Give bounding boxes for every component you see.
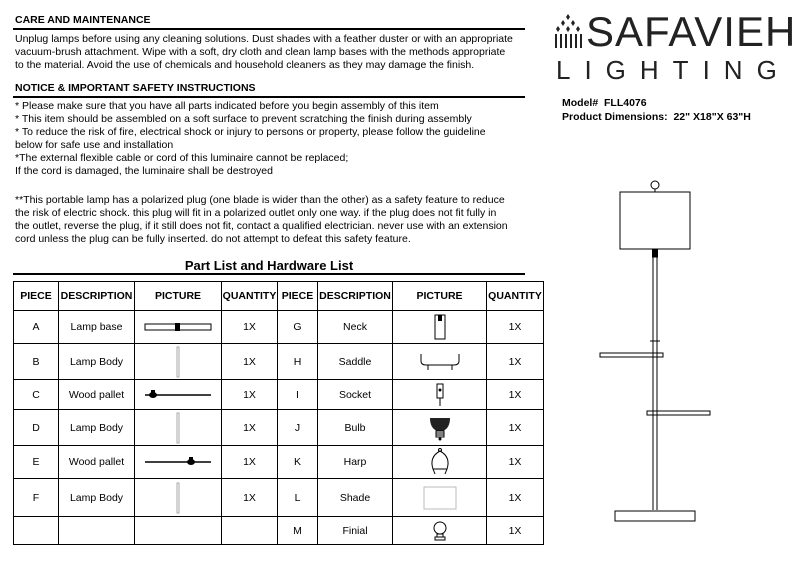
table-header-row (14, 282, 544, 311)
qty-cell: 1X (487, 446, 544, 479)
desc-cell: Saddle (318, 344, 393, 380)
picture-cell (393, 380, 487, 410)
finial-icon (432, 520, 448, 542)
safety-line: * This item should be assembled on a soft surface to prevent scratching the finish during assembly (15, 113, 472, 125)
piece-cell: L (278, 479, 318, 517)
qty-cell: 1X (487, 380, 544, 410)
desc-cell: Harp (318, 446, 393, 479)
safety-line: If the cord is damaged, the luminaire shall be destroyed (15, 165, 273, 177)
brand-name: SAFAVIEH (586, 8, 797, 55)
plug-line: cord unless the plug can be fully inserted. do not attempt to defeat this safety feature. (15, 233, 411, 245)
qty-cell: 1X (487, 479, 544, 517)
safety-text (15, 100, 486, 178)
model-label: Model# (562, 97, 599, 109)
parts-title: Part List and Hardware List (184, 258, 354, 273)
divider (13, 28, 525, 30)
care-line: vacuum-brush attachment. Wipe with a soft, dry cloth and clean lamp bases with the methods appropriate (15, 46, 506, 58)
wood-pallet-icon (143, 456, 213, 468)
care-line: to the material. Avoid the use of chemicals and household cleaners as they may damage the finish. (15, 59, 475, 71)
table-row (14, 344, 544, 380)
desc-cell (59, 517, 135, 545)
qty-cell: 1X (487, 344, 544, 380)
col-header: PIECE (278, 282, 318, 311)
desc-cell: Lamp Body (59, 410, 135, 446)
picture-cell (135, 344, 222, 380)
piece-cell: J (278, 410, 318, 446)
care-text (15, 33, 513, 72)
qty-cell: 1X (222, 410, 278, 446)
col-header: DESCRIPTION (318, 282, 393, 311)
desc-cell: Lamp Body (59, 344, 135, 380)
table-row (14, 446, 544, 479)
neck-icon (432, 313, 448, 341)
picture-cell (393, 344, 487, 380)
plug-text (15, 194, 508, 246)
saddle-icon (418, 351, 462, 373)
dims-label: Product Dimensions: (562, 111, 668, 123)
qty-cell: 1X (487, 517, 544, 545)
plug-line: the outlet, reverse the plug, if it still does not fit, contact a qualified electrician. never use with an extension (15, 220, 508, 232)
lamp-body-icon (175, 482, 181, 514)
piece-cell: E (14, 446, 59, 479)
desc-cell: Socket (318, 380, 393, 410)
care-line: Unplug lamps before using any cleaning solutions. Dust shades with a feather duster or with an appropriate (15, 33, 513, 45)
divider (13, 96, 525, 98)
brand-logo-icon (551, 12, 585, 52)
picture-cell (135, 446, 222, 479)
table-row (14, 479, 544, 517)
table-row (14, 517, 544, 545)
picture-cell (135, 517, 222, 545)
model-number: FLL4076 (604, 97, 647, 109)
picture-cell (393, 311, 487, 344)
socket-icon (435, 382, 445, 408)
picture-cell (135, 380, 222, 410)
col-header: PICTURE (393, 282, 487, 311)
wood-pallet-icon (143, 389, 213, 401)
picture-cell (393, 446, 487, 479)
qty-cell: 1X (487, 410, 544, 446)
shade-icon (422, 485, 458, 511)
qty-cell: 1X (222, 380, 278, 410)
piece-cell: B (14, 344, 59, 380)
qty-cell: 1X (222, 344, 278, 380)
safety-line: *The external flexible cable or cord of this luminaire cannot be replaced; (15, 152, 349, 164)
col-header: DESCRIPTION (59, 282, 135, 311)
lamp-body-icon (175, 346, 181, 378)
safety-line: * To reduce the risk of fire, electrical shock or injury to persons or property, please follow the guideline (15, 126, 486, 138)
qty-cell: 1X (222, 479, 278, 517)
qty-cell: 1X (222, 446, 278, 479)
desc-cell: Neck (318, 311, 393, 344)
table-row (14, 311, 544, 344)
desc-cell: Bulb (318, 410, 393, 446)
desc-cell: Lamp Body (59, 479, 135, 517)
piece-cell: G (278, 311, 318, 344)
qty-cell: 1X (222, 311, 278, 344)
piece-cell: K (278, 446, 318, 479)
desc-cell: Finial (318, 517, 393, 545)
brand-sub: LIGHTING (556, 55, 791, 85)
desc-cell: Lamp base (59, 311, 135, 344)
piece-cell: A (14, 311, 59, 344)
picture-cell (135, 410, 222, 446)
picture-cell (393, 479, 487, 517)
bulb-icon (428, 414, 452, 442)
picture-cell (393, 517, 487, 545)
piece-cell: M (278, 517, 318, 545)
dims-value: 22" X18"X 63"H (673, 111, 751, 123)
col-header: PICTURE (135, 282, 222, 311)
table-row (14, 410, 544, 446)
col-header: QUANTITY (487, 282, 544, 311)
piece-cell: I (278, 380, 318, 410)
safety-line: below for safe use and installation (15, 139, 174, 151)
model-line (562, 97, 647, 109)
safety-title: NOTICE & IMPORTANT SAFETY INSTRUCTIONS (15, 82, 256, 94)
plug-line: the risk of electric shock. this plug will fit in a polarized outlet only one way. if the plug does not fit fully in (15, 207, 497, 219)
desc-cell: Wood pallet (59, 446, 135, 479)
lamp-body-icon (175, 412, 181, 444)
lamp-base-icon (143, 322, 213, 332)
safety-line: * Please make sure that you have all parts indicated before you begin assembly of this item (15, 100, 439, 112)
piece-cell: H (278, 344, 318, 380)
piece-cell (14, 517, 59, 545)
desc-cell: Wood pallet (59, 380, 135, 410)
parts-table (13, 281, 544, 545)
desc-cell: Shade (318, 479, 393, 517)
plug-line: **This portable lamp has a polarized plug (one blade is wider than the other) as a safety feature to reduce (15, 194, 505, 206)
col-header: PIECE (14, 282, 59, 311)
divider (13, 273, 525, 275)
table-row (14, 380, 544, 410)
picture-cell (393, 410, 487, 446)
piece-cell: C (14, 380, 59, 410)
picture-cell (135, 311, 222, 344)
dims-line (562, 111, 751, 123)
qty-cell: 1X (487, 311, 544, 344)
qty-cell (222, 517, 278, 545)
harp-icon (427, 447, 453, 477)
col-header: QUANTITY (222, 282, 278, 311)
piece-cell: D (14, 410, 59, 446)
care-title: CARE AND MAINTENANCE (15, 14, 151, 26)
floor-lamp-illustration (595, 175, 725, 525)
picture-cell (135, 479, 222, 517)
piece-cell: F (14, 479, 59, 517)
